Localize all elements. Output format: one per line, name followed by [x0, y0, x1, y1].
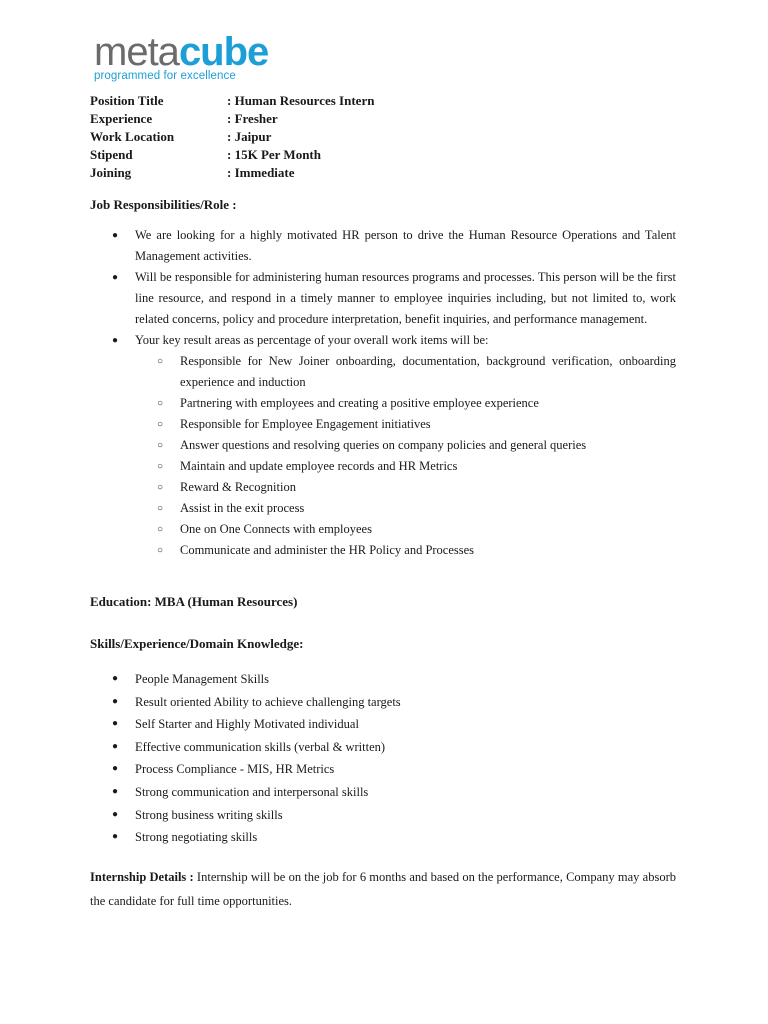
sub-list-item: [135, 414, 676, 435]
sub-list-item: [135, 435, 676, 456]
sub-bullet-text: Assist in the exit process: [180, 501, 305, 515]
circle-bullet-icon: ○: [157, 482, 164, 493]
skill-text: Strong negotiating skills: [135, 830, 258, 845]
skills-list: [90, 668, 676, 849]
sub-bullet-text: Answer questions and resolving queries on company policies and general queries: [180, 438, 587, 452]
skills-heading: Skills/Experience/Domain Knowledge:: [90, 636, 304, 651]
detail-label: Position Title: [90, 93, 164, 108]
list-item: [90, 804, 676, 827]
bullet-text: We are looking for a highly motivated HR person to drive the Human Resource Operations and Talent Management activities.: [135, 228, 676, 263]
bullet-icon: ●: [112, 831, 119, 843]
detail-joining: [90, 164, 374, 182]
detail-stipend: [90, 146, 374, 164]
list-item: [90, 225, 676, 267]
detail-work-location: [90, 128, 374, 146]
skill-text: Process Compliance - MIS, HR Metrics: [135, 762, 335, 777]
detail-value: : Immediate: [227, 165, 295, 180]
bullet-icon: ●: [112, 230, 119, 241]
logo-tagline: programmed for excellence: [94, 70, 236, 82]
sub-list-item: [135, 498, 676, 519]
list-item: [90, 330, 676, 561]
skill-text: Effective communication skills (verbal & written): [135, 739, 386, 754]
sub-bullet-text: Reward & Recognition: [180, 480, 296, 494]
skill-text: Strong business writing skills: [135, 807, 283, 822]
detail-label: Experience: [90, 111, 153, 126]
bullet-icon: ●: [112, 740, 119, 752]
logo-wordmark: [94, 30, 294, 74]
list-item: [90, 668, 676, 691]
list-item: [90, 267, 676, 330]
sub-list-item: [135, 351, 676, 393]
sub-bullet-text: One on One Connects with employees: [180, 522, 372, 536]
logo-cube-text: cube: [178, 30, 269, 74]
detail-label: Work Location: [90, 129, 175, 144]
internship-text: Internship will be on the job for 6 months and based on the performance, Company may absorb the candidate for full time opportunities.: [90, 870, 676, 908]
skill-text: Self Starter and Highly Motivated individual: [135, 717, 359, 732]
list-item: [90, 781, 676, 804]
detail-position-title: [90, 92, 374, 110]
education-line: Education: MBA (Human Resources): [90, 594, 298, 609]
list-item: [90, 691, 676, 714]
skill-text: Result oriented Ability to achieve challenging targets: [135, 694, 401, 709]
detail-value: : Human Resources Intern: [227, 93, 375, 108]
detail-value: : Fresher: [227, 111, 278, 126]
kra-sublist: [135, 351, 676, 561]
responsibilities-heading: Job Responsibilities/Role :: [90, 197, 237, 212]
sub-bullet-text: Partnering with employees and creating a positive employee experience: [180, 396, 539, 410]
list-item: [90, 713, 676, 736]
bullet-icon: ●: [112, 272, 119, 283]
responsibilities-list: [90, 225, 676, 561]
detail-label: Joining: [90, 165, 132, 180]
job-details: [90, 92, 374, 182]
circle-bullet-icon: ○: [157, 440, 164, 451]
sub-list-item: [135, 519, 676, 540]
bullet-text: Your key result areas as percentage of your overall work items will be:: [135, 333, 489, 347]
skill-text: People Management Skills: [135, 672, 270, 686]
detail-value: : Jaipur: [227, 129, 272, 144]
bullet-icon: ●: [112, 763, 119, 775]
sub-bullet-text: Communicate and administer the HR Policy and Processes: [180, 543, 475, 557]
circle-bullet-icon: ○: [157, 398, 164, 409]
list-item: [90, 758, 676, 781]
logo-meta-text: meta: [94, 30, 179, 74]
circle-bullet-icon: ○: [157, 524, 164, 535]
bullet-icon: ●: [112, 808, 119, 820]
list-item: [90, 736, 676, 759]
sub-list-item: [135, 456, 676, 477]
bullet-icon: ●: [112, 785, 119, 797]
sub-bullet-text: Responsible for Employee Engagement initiatives: [180, 417, 431, 431]
circle-bullet-icon: ○: [157, 503, 164, 514]
bullet-icon: ●: [112, 718, 119, 730]
detail-experience: [90, 110, 374, 128]
bullet-icon: ●: [112, 335, 119, 346]
bullet-text: Will be responsible for administering human resources programs and processes. This person will be the first line resource, and respond in a timely manner to employee inquiries including, but not limited to, work related concerns, policy and procedure interpretation, benefit inquiries, and performance management.: [135, 270, 676, 326]
internship-details: [90, 865, 676, 913]
sub-list-item: [135, 477, 676, 498]
internship-label: Internship Details :: [90, 870, 194, 884]
list-item: [90, 826, 676, 849]
skill-text: Strong communication and interpersonal skills: [135, 784, 369, 799]
sub-list-item: [135, 393, 676, 414]
bullet-icon: ●: [112, 695, 119, 707]
circle-bullet-icon: ○: [157, 461, 164, 472]
detail-value: : 15K Per Month: [227, 147, 321, 162]
circle-bullet-icon: ○: [157, 545, 164, 556]
sub-list-item: [135, 540, 676, 561]
sub-bullet-text: Responsible for New Joiner onboarding, documentation, background verification, onboarding experience and induction: [180, 354, 676, 389]
bullet-icon: ●: [112, 673, 119, 684]
circle-bullet-icon: ○: [157, 356, 164, 367]
company-logo: [94, 30, 294, 82]
detail-label: Stipend: [90, 147, 133, 162]
sub-bullet-text: Maintain and update employee records and HR Metrics: [180, 459, 458, 473]
circle-bullet-icon: ○: [157, 419, 164, 430]
